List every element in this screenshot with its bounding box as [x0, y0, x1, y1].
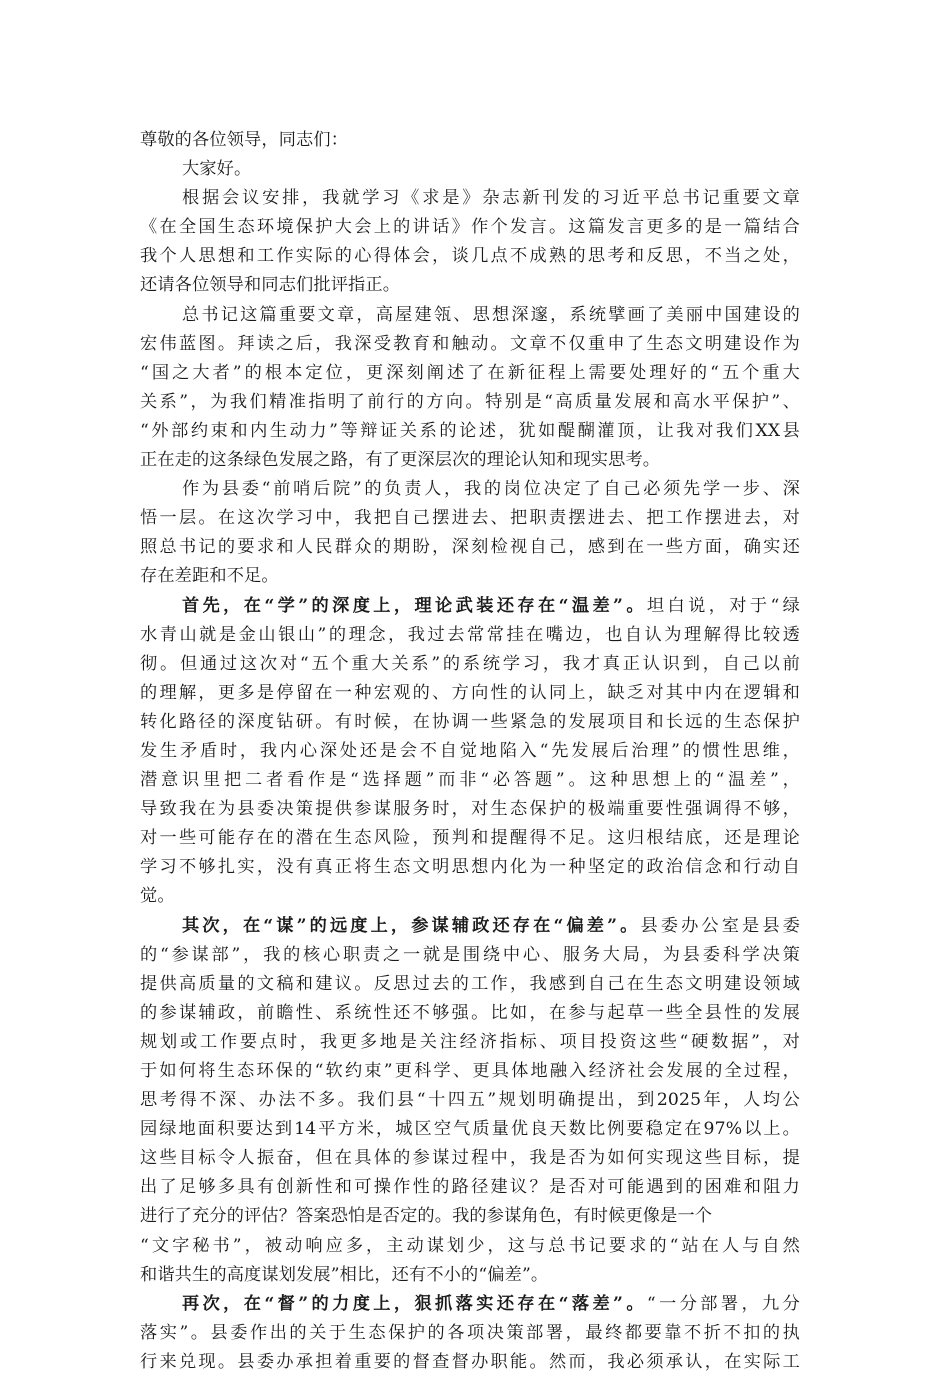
- paragraph-line: 的“参谋部”，我的核心职责之一就是围绕中心、服务大局，为县委科学决策: [140, 944, 800, 965]
- paragraph-line: [140, 592, 800, 621]
- paragraph-line: 总书记这篇重要文章，高屋建瓴、思想深邃，系统擘画了美丽中国建设的: [182, 304, 800, 325]
- paragraph-text: 坦白说，对于“绿: [646, 595, 800, 616]
- paragraph-line: 觉。: [140, 886, 175, 907]
- paragraph-line: 我个人思想和工作实际的心得体会，谈几点不成熟的思考和反思，不当之处，: [140, 246, 800, 267]
- paragraph-line: 彻。但通过这次对“五个重大关系”的系统学习，我才真正认识到，自己以前: [140, 653, 800, 674]
- paragraph-line: 潜意识里把二者看作是“选择题”而非“必答题”。这种思想上的“温差”，: [140, 770, 800, 791]
- paragraph-line: 导致我在为县委决策提供参谋服务时，对生态保护的极端重要性强调得不够，: [140, 799, 800, 820]
- paragraph-intro: [140, 184, 800, 300]
- paragraph-line: 思考得不深、办法不多。我们县“十四五”规划明确提出，到2025年，人均公: [140, 1090, 800, 1111]
- paragraph-line: 这些目标令人振奋，但在具体的参谋过程中，我是否为如何实现这些目标，提: [140, 1148, 800, 1169]
- paragraph-line: 关系”，为我们精准指明了前行的方向。特别是“高质量发展和高水平保护”、: [140, 391, 800, 412]
- paragraph-line: 落实”。县委作出的关于生态保护的各项决策部署，最终都要靠不折不扣的执: [140, 1322, 800, 1343]
- paragraph-line: 照总书记的要求和人民群众的期盼，深刻检视自己，感到在一些方面，确实还: [140, 537, 800, 558]
- paragraph-line: 水青山就是金山银山”的理念，我过去常常挂在嘴边，也自认为理解得比较透: [140, 624, 800, 645]
- paragraph-self-review: [140, 475, 800, 591]
- paragraph-line: 于如何将生态环保的“软约束”更科学、更具体地融入经济社会发展的全过程，: [140, 1061, 800, 1081]
- paragraph-line: 存在差距和不足。: [140, 566, 279, 587]
- paragraph-line: 规划或工作要点时，我更多地是关注经济指标、项目投资这些“硬数据”，对: [140, 1031, 800, 1052]
- paragraph-line: [140, 912, 800, 941]
- document-page: [140, 126, 800, 1377]
- paragraph-line: “外部约束和内生动力”等辩证关系的论述，犹如醍醐灌顶，让我对我们XX县: [140, 420, 800, 441]
- paragraph-line: 正在走的这条绿色发展之路，有了更深层次的理论认知和现实思考。: [140, 450, 661, 471]
- paragraph-supervision-gap: [140, 1290, 800, 1377]
- paragraph-line: “国之大者”的根本定位，更深刻阐述了在新征程上需要处理好的“五个重大: [140, 362, 800, 383]
- paragraph-line: 出了足够多具有创新性和可操作性的路径建议？是否对可能遇到的困难和阻力: [140, 1177, 800, 1198]
- paragraph-line: 《在全国生态环境保护大会上的讲话》作个发言。这篇发言更多的是一篇结合: [140, 217, 800, 238]
- paragraph-line: 学习不够扎实，没有真正将生态文明思想内化为一种坚定的政治信念和行动自: [140, 857, 800, 878]
- paragraph-line: 转化路径的深度钻研。有时候，在协调一些紧急的发展项目和长远的生态保护: [140, 711, 800, 732]
- paragraph-line: 对一些可能存在的潜在生态风险，预判和提醒得不足。这归根结底，还是理论: [140, 828, 800, 849]
- section-heading: 再次，在“督”的力度上，狠抓落实还存在“落差”。: [182, 1293, 647, 1314]
- paragraph-article-impression: [140, 301, 800, 476]
- paragraph-line: [140, 1290, 800, 1319]
- paragraph-line: 还请各位领导和同志们批评指正。: [140, 275, 401, 296]
- paragraph-line: 的理解，更多是停留在一种宏观的、方向性的认同上，缺乏对其中内在逻辑和: [140, 682, 800, 703]
- section-heading: 首先，在“学”的深度上，理论武装还存在“温差”。: [182, 595, 647, 616]
- paragraph-line: 园绿地面积要达到14平方米，城区空气质量优良天数比例要稳定在97%以上。: [140, 1119, 800, 1140]
- paragraph-line: 进行了充分的评估？答案恐怕是否定的。我的参谋角色，有时候更像是一个: [140, 1206, 713, 1227]
- paragraph-line: 根据会议安排，我就学习《求是》杂志新刊发的习近平总书记重要文章: [182, 188, 800, 209]
- paragraph-line: 和谐共生的高度谋划发展”相比，还有不小的“偏差”。: [140, 1264, 549, 1285]
- paragraph-line: “文字秘书”，被动响应多，主动谋划少，这与总书记要求的“站在人与自然: [140, 1235, 800, 1256]
- paragraph-study-gap: [140, 592, 800, 912]
- paragraph-line: 作为县委“前哨后院”的负责人，我的岗位决定了自己必须先学一步、深: [182, 479, 800, 500]
- paragraph-line: 的参谋辅政，前瞻性、系统性还不够强。比如，在参与起草一些全县性的发展: [140, 1002, 800, 1023]
- paragraph-line: 悟一层。在这次学习中，我把自己摆进去、把职责摆进去、把工作摆进去，对: [140, 508, 800, 529]
- paragraph-text: “一分部署，九分: [646, 1293, 800, 1314]
- paragraph-line: 宏伟蓝图。拜读之后，我深受教育和触动。文章不仅重申了生态文明建设作为: [140, 333, 800, 354]
- paragraph-advisory-gap: [140, 912, 800, 1290]
- paragraph-line: 行来兑现。县委办承担着重要的督查督办职能。然而，我必须承认，在实际工: [140, 1351, 800, 1372]
- paragraph-line: 发生矛盾时，我内心深处还是会不自觉地陷入“先发展后治理”的惯性思维，: [140, 740, 800, 761]
- paragraph-line: 提供高质量的文稿和建议。反思过去的工作，我感到自己在生态文明建设领域: [140, 973, 800, 994]
- paragraph-text: 县委办公室是县委: [640, 915, 801, 936]
- greeting: 大家好。: [182, 159, 252, 180]
- section-heading: 其次，在“谋”的远度上，参谋辅政还存在“偏差”。: [182, 915, 641, 936]
- salutation: 尊敬的各位领导，同志们：: [140, 130, 349, 150]
